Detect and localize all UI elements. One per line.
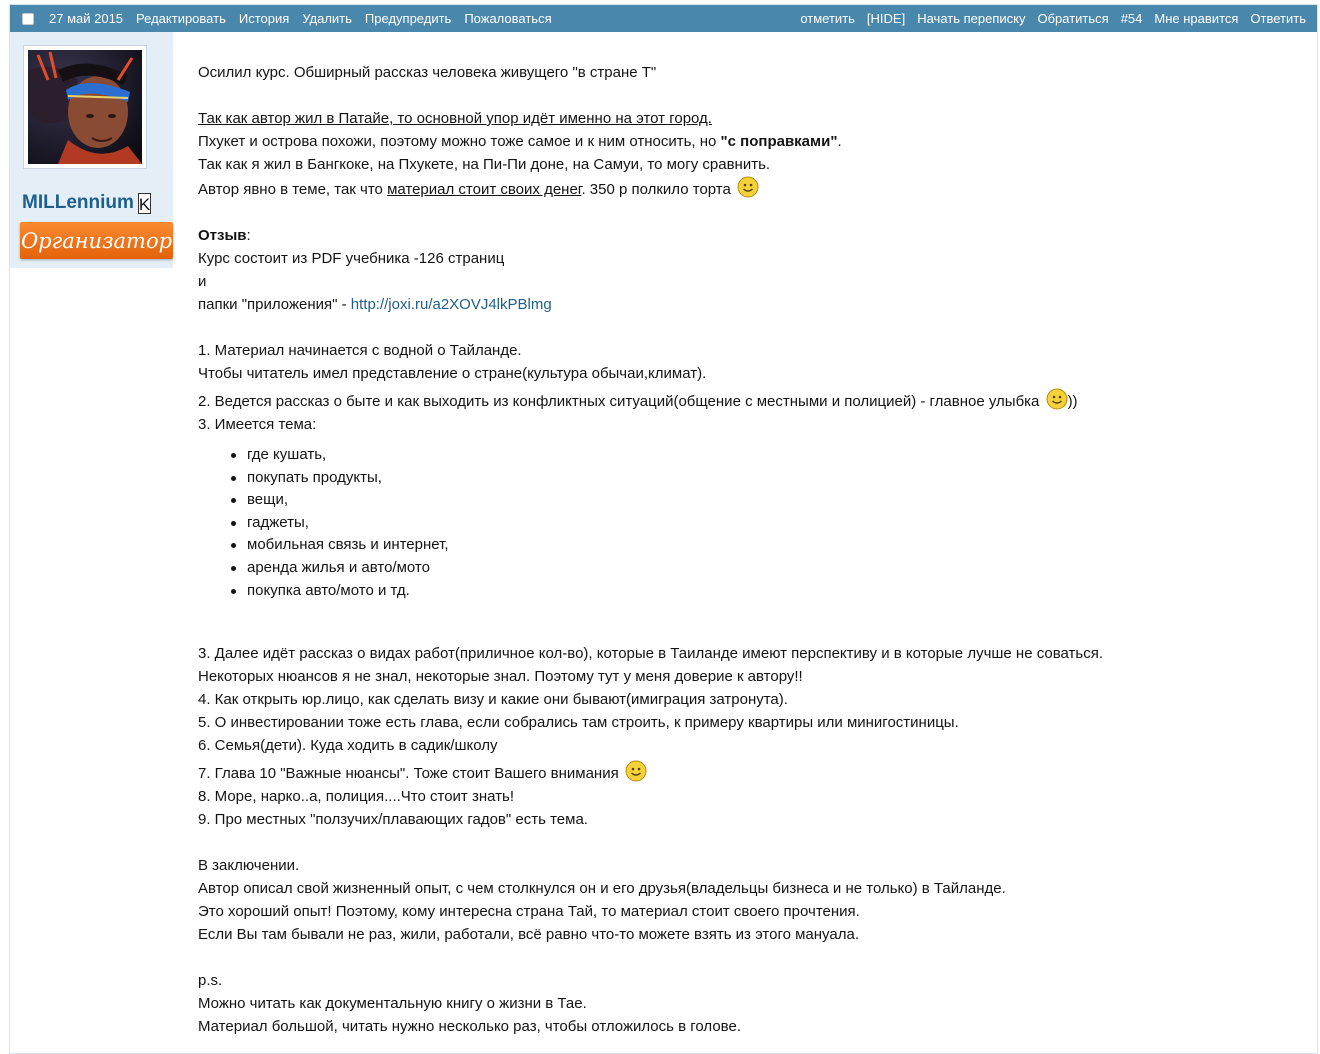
report-link[interactable]: Пожаловаться: [464, 11, 552, 26]
topics-list: [198, 444, 1298, 602]
post-date: 27 май 2015: [49, 11, 124, 26]
intro-line: Осилил курс. Обширный рассказ человека живущего "в стране Т": [198, 64, 657, 81]
smile-icon: [737, 176, 759, 198]
item-7: 7. Глава 10 "Важные нюансы". Тоже стоит Вашего внимания: [198, 760, 1298, 785]
list-item: где кушать,: [247, 444, 1298, 467]
post-body: [198, 61, 1298, 1038]
username-text[interactable]: MILLennium: [22, 192, 134, 213]
comparison-note: Так как я жил в Бангкоке, на Пхукете, на Пи-Пи доне, на Самуи, то могу сравнить.: [198, 156, 771, 173]
review-line-3: папки "приложения" - http://joxi.ru/a2XOVJ4lkPBlmg: [198, 296, 552, 313]
start-conversation-link[interactable]: Начать переписку: [917, 11, 1026, 26]
username-suffix: K: [138, 194, 151, 214]
forum-post: [9, 4, 1318, 1054]
conclusion-line-1: Автор описал свой жизненный опыт, с чем столкнулся он и его друзья(владельцы бизнеса и не только) в Тайланде.: [198, 880, 1006, 898]
author-sidebar: [10, 32, 173, 268]
toolbar-left: [22, 5, 565, 32]
review-line-1: Курс состоит из PDF учебника -126 страниц: [198, 250, 505, 267]
mention-link[interactable]: Обратиться: [1037, 11, 1109, 26]
work-note: 3. Далее идёт рассказ о видах работ(приличное кол-во), которые в Таиланде имеют перспективу и в которые лучше не соваться.: [198, 645, 1104, 663]
trust-note: Некоторых нюансов я не знал, некоторые знал. Поэтому тут у меня доверие к автору!!: [198, 668, 803, 686]
item-4: 4. Как открыть юр.лицо, как сделать визу и какие они бывают(имиграция затронута).: [198, 691, 788, 709]
with-amendments: "с поправками": [720, 133, 838, 150]
smile-icon: [625, 760, 647, 782]
appendix-link[interactable]: http://joxi.ru/a2XOVJ4lkPBlmg: [350, 296, 552, 313]
item-3: 3. Имеется тема:: [198, 416, 317, 433]
avatar[interactable]: [23, 45, 147, 169]
history-link[interactable]: История: [238, 11, 290, 26]
worth-underlined: материал стоит своих денег: [387, 181, 582, 198]
list-item: гаджеты,: [247, 512, 1298, 535]
delete-link[interactable]: Удалить: [302, 11, 352, 26]
list-item: аренда жилья и авто/мото: [247, 557, 1298, 580]
item-9: 9. Про местных "ползучих/плавающих гадов" есть тема.: [198, 811, 588, 829]
hide-link[interactable]: [HIDE]: [866, 11, 906, 26]
item-5: 5. О инвестировании тоже есть глава, если собрались там строить, к примеру квартиры или минигостиницы.: [198, 714, 959, 732]
item-6: 6. Семья(дети). Куда ходить в садик/школу: [198, 737, 498, 755]
list-item: вещи,: [247, 489, 1298, 512]
avatar-image: [28, 50, 142, 164]
item-8: 8. Море, нарко..а, полиция....Что стоит знать!: [198, 788, 514, 806]
post-toolbar: [10, 5, 1317, 32]
organizer-badge: Организатор: [20, 222, 173, 259]
edit-link[interactable]: Редактировать: [136, 11, 226, 26]
ps-label: p.s.: [198, 972, 223, 990]
conclusion-heading: В заключении.: [198, 857, 300, 875]
select-post-checkbox[interactable]: [22, 13, 34, 25]
reply-link[interactable]: Ответить: [1250, 11, 1306, 26]
review-heading: Отзыв:: [198, 227, 251, 244]
islands-note: Пхукет и острова похожи, поэтому можно тоже самое и к ним относить, но "с поправками".: [198, 133, 842, 150]
toolbar-right: [788, 5, 1306, 32]
post-number-link[interactable]: #54: [1120, 11, 1143, 26]
conclusion-line-3: Если Вы там бывали не раз, жили, работали, всё равно что-то можете взять из этого мануала.: [198, 926, 859, 944]
item-1-detail: Чтобы читатель имел представление о стране(культура обычаи,климат).: [198, 365, 707, 382]
review-line-2: и: [198, 273, 207, 290]
list-item: покупка авто/мото и тд.: [247, 580, 1298, 603]
ps-line-1: Можно читать как документальную книгу о жизни в Тае.: [198, 995, 587, 1013]
list-item: мобильная связь и интернет,: [247, 534, 1298, 557]
worth-note: Автор явно в теме, так что материал стоит своих денег. 350 р полкило торта: [198, 176, 1298, 201]
item-2: 2. Ведется рассказ о быте и как выходить из конфликтных ситуаций(общение с местными и полицией) - главное улыбка )): [198, 388, 1298, 413]
warn-link[interactable]: Предупредить: [364, 11, 452, 26]
ps-line-2: Материал большой, читать нужно несколько раз, чтобы отложилось в голове.: [198, 1018, 741, 1036]
like-link[interactable]: Мне нравится: [1154, 11, 1239, 26]
author-username[interactable]: [22, 192, 151, 214]
mark-link[interactable]: отметить: [800, 11, 855, 26]
smile-icon: [1046, 388, 1068, 410]
item-1: 1. Материал начинается с водной о Тайланде.: [198, 342, 522, 359]
list-item: покупать продукты,: [247, 467, 1298, 490]
conclusion-line-2: Это хороший опыт! Поэтому, кому интересна страна Тай, то материал стоит своего прочтения.: [198, 903, 860, 921]
city-note: Так как автор жил в Патайе, то основной упор идёт именно на этот город.: [198, 110, 712, 127]
